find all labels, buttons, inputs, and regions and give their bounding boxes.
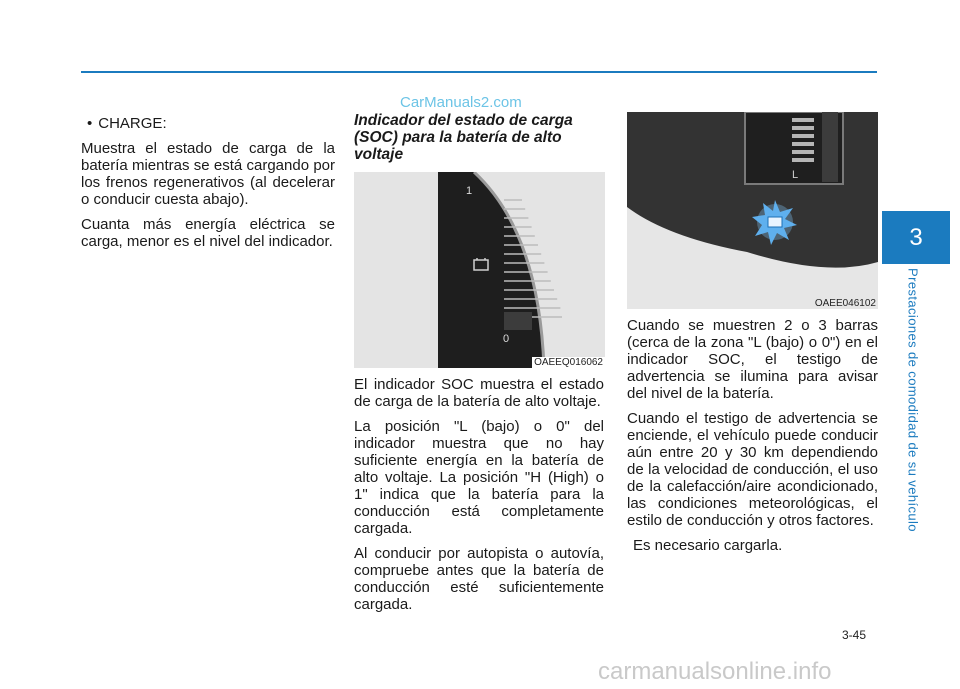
gauge-bar (792, 150, 814, 154)
section-title: Indicador del estado de carga (SOC) para la batería de alto voltaje (354, 112, 573, 163)
paragraph: Muestra el estado de carga de la batería mientras se está cargando por los frenos regenerativos (al decelerar o conducir cuesta abajo). (81, 140, 335, 208)
warning-light-figure (627, 112, 878, 309)
paragraph: Al conducir por autopista o autovía, compruebe antes que la batería de conducción esté suficientemente cargada. (354, 545, 604, 613)
gauge-bar (792, 118, 814, 122)
gauge-bar (792, 142, 814, 146)
paragraph: Cuando el testigo de advertencia se enciende, el vehículo puede conducir aún entre 20 y 30 km dependiendo de la velocidad de conducción, el uso de la calefacción/aire acondicionado, las condiciones meteorológicas, el estilo de conducción y otros factores. (627, 410, 878, 529)
soc-gauge-figure (354, 172, 605, 368)
bullet-item (81, 115, 335, 132)
paragraph: Es necesario cargarla. (633, 537, 783, 554)
gauge-top-label: 1 (466, 185, 473, 197)
paragraph: La posición "L (bajo) o 0" del indicador muestra que no hay suficiente energía en la batería de alto voltaje. La posición "H (High) o 1" indica que la batería para la conducción está completamente cargada. (354, 418, 604, 537)
column-2 (354, 112, 604, 171)
warning-light-illustration (627, 112, 878, 309)
top-rule (81, 71, 877, 73)
figure-code: OAEEQ016062 (534, 357, 603, 368)
column-1 (81, 115, 335, 258)
gauge-bar (792, 158, 814, 162)
watermark-top: CarManuals2.com (400, 94, 522, 111)
gauge-bottom-label: 0 (503, 333, 510, 345)
column-2-body (354, 376, 604, 621)
chapter-title: Prestaciones de comodidad de su vehículo (905, 268, 921, 532)
column-3 (627, 317, 878, 562)
watermark-bottom: carmanualsonline.info (598, 658, 832, 685)
paragraph: Cuanta más energía eléctrica se carga, menor es el nivel del indicador. (81, 216, 335, 250)
figure-code: OAEE046102 (814, 298, 876, 309)
soc-gauge-illustration (354, 172, 605, 368)
bullet-label: CHARGE: (98, 115, 167, 132)
paragraph: El indicador SOC muestra el estado de carga de la batería de alto voltaje. (354, 376, 604, 410)
paragraph: Cuando se muestren 2 o 3 barras (cerca de la zona "L (bajo) o 0") en el indicador SOC, el testigo de advertencia se ilumina para avisar del nivel de la batería. (627, 317, 878, 402)
gauge-letter: L (792, 169, 799, 181)
chapter-side-title (903, 264, 923, 536)
gauge-bar (792, 134, 814, 138)
page-number: 3-45 (842, 628, 867, 642)
gauge-bar (792, 126, 814, 130)
bullet-dot: • (87, 115, 93, 132)
chapter-tab: 3 (882, 211, 950, 264)
